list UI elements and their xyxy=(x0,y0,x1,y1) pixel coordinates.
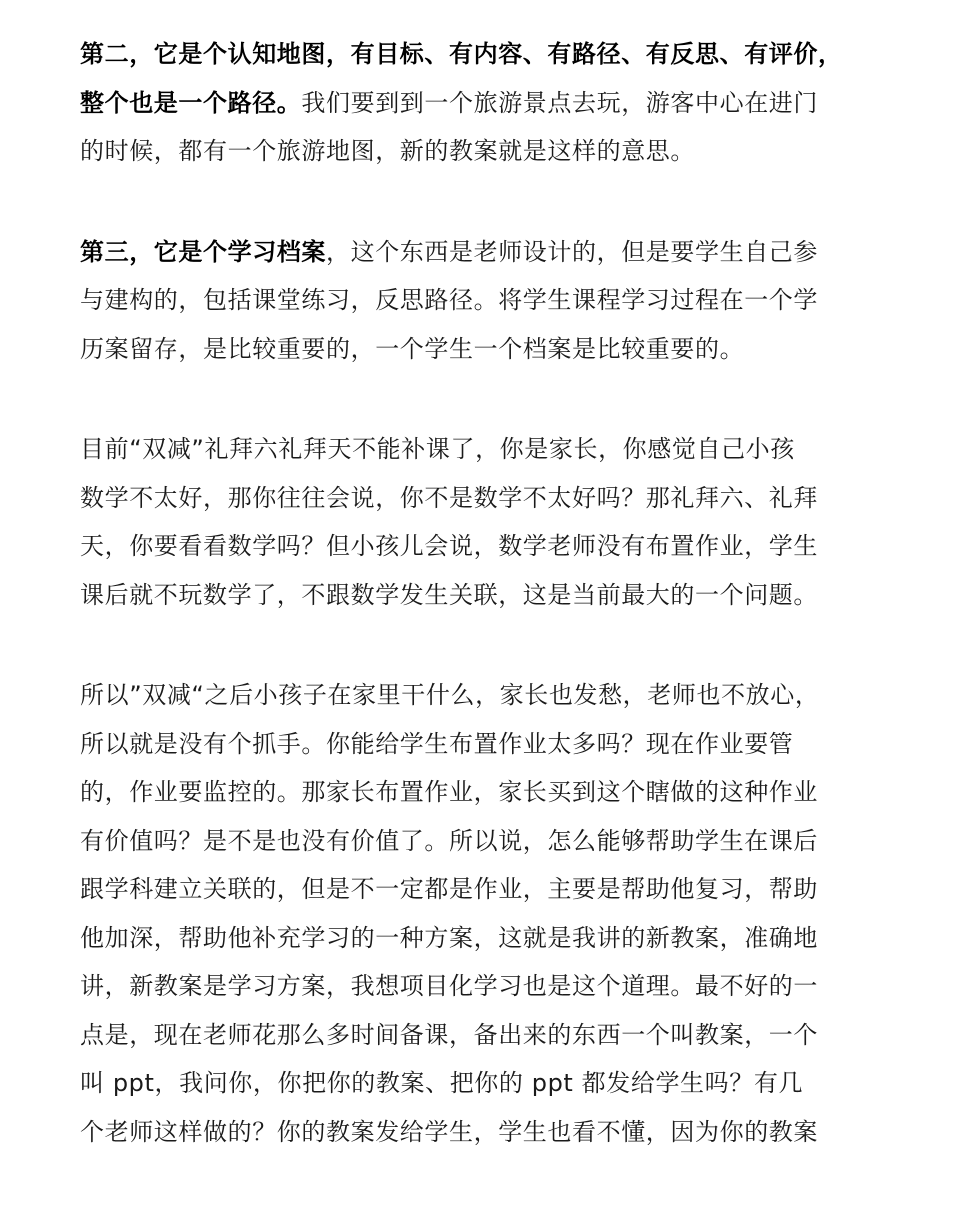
body-text: ，这个东西是老师设计的，但是要学生自己参 xyxy=(326,237,818,266)
text-line: 所以就是没有个抓手。你能给学生布置作业太多吗？现在作业要管 xyxy=(80,729,794,758)
text-line: 他加深，帮助他补充学习的一种方案，这就是我讲的新教案，准确地 xyxy=(80,923,818,952)
paragraph-cognitive-map xyxy=(80,30,900,176)
text-line: 个老师这样做的？你的教案发给学生，学生也看不懂，因为你的教案 xyxy=(80,1117,818,1146)
text-line: 跟学科建立关联的，但是不一定都是作业，主要是帮助他复习，帮助 xyxy=(80,875,818,903)
paragraph-learning-archive xyxy=(80,228,900,374)
text-line: 点是，现在老师花那么多时间备课，备出来的东西一个叫教案，一个 xyxy=(80,1020,818,1049)
bold-heading: 第二，它是个认知地图，有目标、有内容、有路径、有反思、有评价， xyxy=(80,40,843,68)
text-line: 与建构的，包括课堂练习，反思路径。将学生课程学习过程在一个学 xyxy=(80,286,818,314)
text-line: 的时候，都有一个旅游地图，新的教案就是这样的意思。 xyxy=(80,137,695,165)
bold-heading: 整个也是一个路径。 xyxy=(80,88,302,117)
text-line xyxy=(80,228,900,277)
text-line: 的，作业要监控的。那家长布置作业，家长买到这个瞎做的这种作业 xyxy=(80,778,818,806)
text-line xyxy=(80,30,900,79)
text-line: 有价值吗？是不是也没有价值了。所以说，怎么能够帮助学生在课后 xyxy=(80,826,818,855)
text-line: 天，你要看看数学吗？但小孩儿会说，数学老师没有布置作业，学生 xyxy=(80,532,818,560)
text-line: 课后就不玩数学了，不跟数学发生关联，这是当前最大的一个问题。 xyxy=(80,580,818,609)
article-body xyxy=(80,30,900,1208)
text-line: 数学不太好，那你往往会说，你不是数学不太好吗？那礼拜六、礼拜 xyxy=(80,483,818,512)
paragraph-after-school xyxy=(80,671,900,1156)
body-text: 我们要到到一个旅游景点去玩，游客中心在进门 xyxy=(301,88,819,117)
text-line: 所以”双减“之后小孩子在家里干什么，家长也发愁，老师也不放心， xyxy=(80,681,820,709)
text-line xyxy=(80,79,900,128)
paragraph-double-reduction xyxy=(80,425,900,619)
text-line: 历案留存，是比较重要的，一个学生一个档案是比较重要的。 xyxy=(80,334,745,363)
text-line: 叫 ppt，我问你，你把你的教案、把你的 ppt 都发给学生吗？有几 xyxy=(80,1069,804,1097)
text-line: 目前“双减”礼拜六礼拜天不能补课了，你是家长，你感觉自己小孩 xyxy=(80,435,795,463)
bold-heading: 第三，它是个学习档案 xyxy=(80,237,326,266)
text-line: 讲，新教案是学习方案，我想项目化学习也是这个道理。最不好的一 xyxy=(80,972,818,1000)
